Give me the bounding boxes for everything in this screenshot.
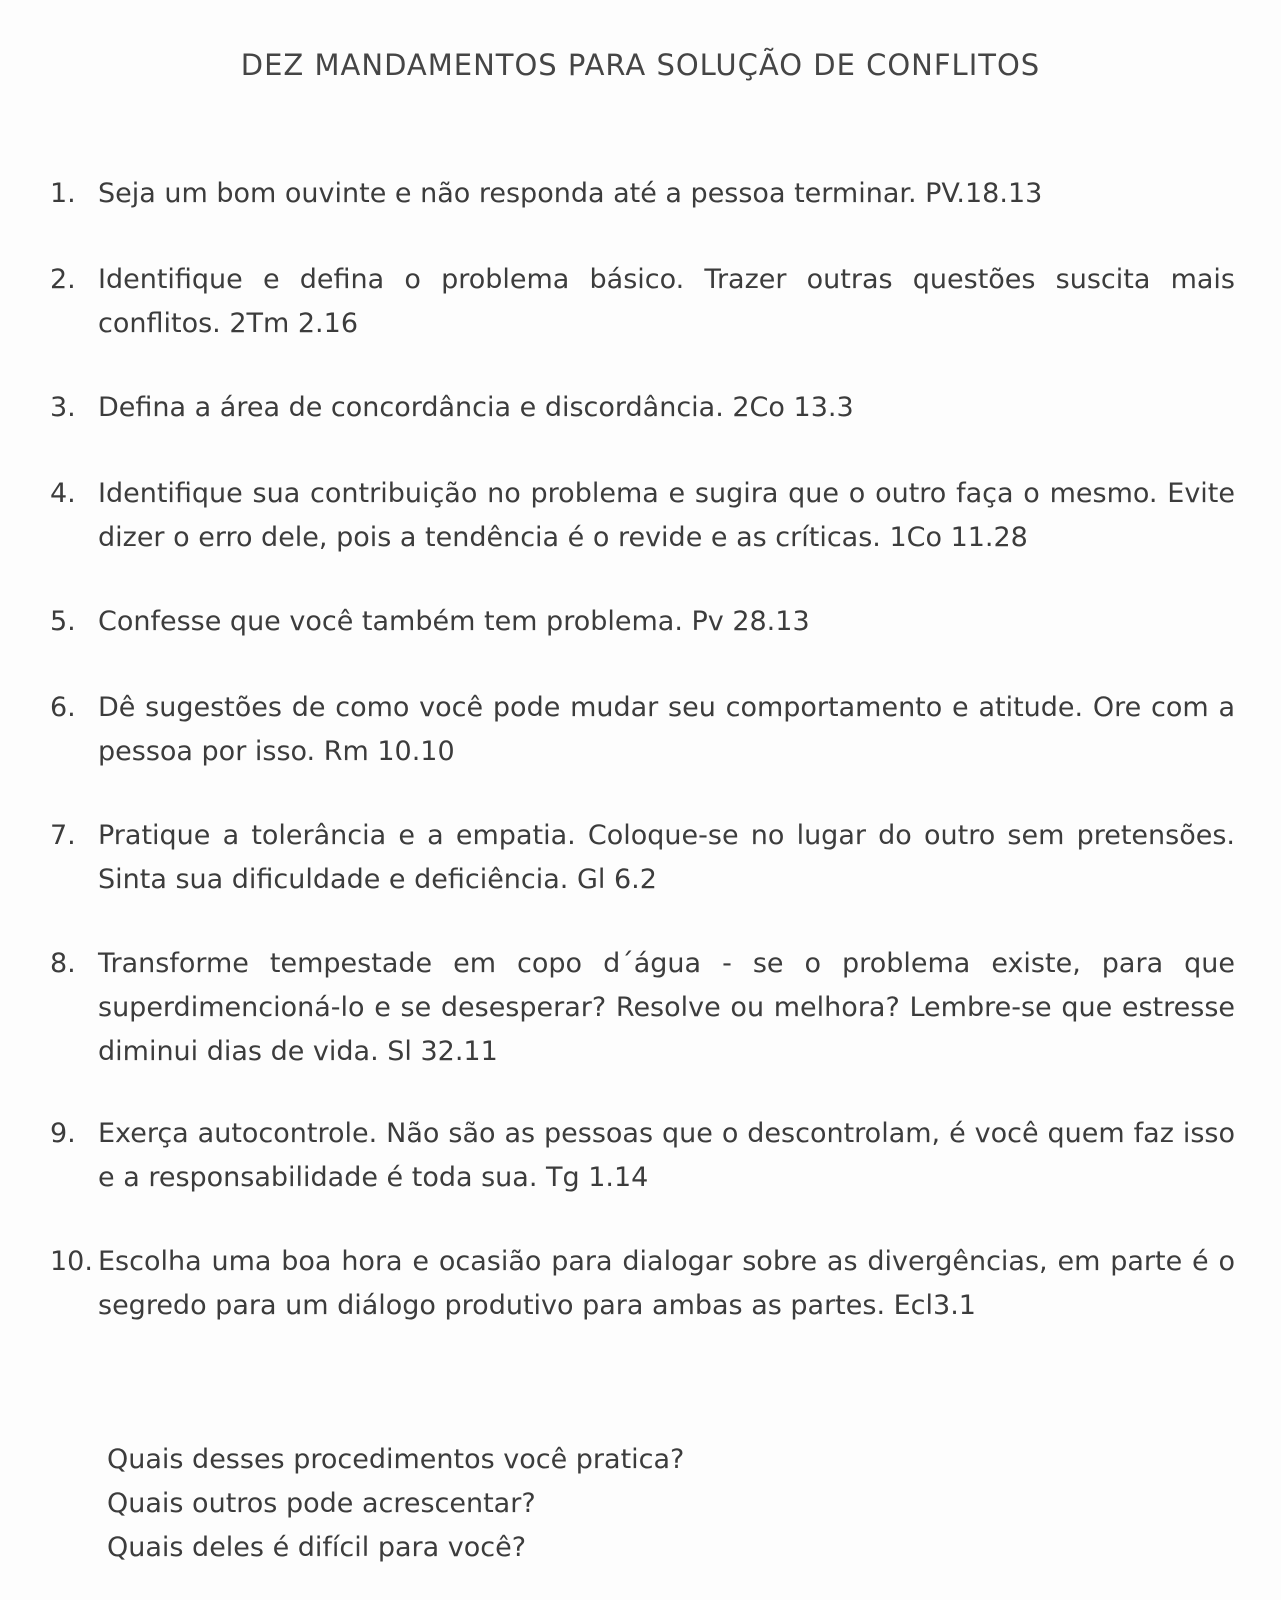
item-number: 8. xyxy=(50,948,76,979)
document-title: DEZ MANDAMENTOS PARA SOLUÇÃO DE CONFLITOS xyxy=(240,48,1041,82)
item-text: Pratique a tolerância e a empatia. Coloque-se no lugar do outro sem pretensões. Sinta sua dificuldade e deficiência. Gl 6.2 xyxy=(98,820,1235,895)
list-item-5 xyxy=(50,600,1235,644)
list-item-6 xyxy=(50,686,1235,774)
question-3: Quais deles é difícil para você? xyxy=(107,1532,527,1563)
list-item-2 xyxy=(50,258,1235,346)
item-text: Dê sugestões de como você pode mudar seu comportamento e atitude. Ore com a pessoa por isso. Rm 10.10 xyxy=(98,692,1235,767)
questions-block xyxy=(107,1438,684,1570)
item-number: 6. xyxy=(50,692,76,723)
item-number: 10. xyxy=(50,1246,93,1277)
item-text: Seja um bom ouvinte e não responda até a pessoa terminar. PV.18.13 xyxy=(98,178,1043,209)
item-text: Identifique e defina o problema básico. Trazer outras questões suscita mais conflitos. 2Tm 2.16 xyxy=(98,264,1235,339)
question-1: Quais desses procedimentos você pratica? xyxy=(107,1444,685,1475)
item-text: Confesse que você também tem problema. Pv 28.13 xyxy=(98,606,810,637)
item-number: 5. xyxy=(50,606,76,637)
item-number: 3. xyxy=(50,392,76,423)
item-number: 4. xyxy=(50,478,76,509)
list-item-7 xyxy=(50,814,1235,902)
list-item-9 xyxy=(50,1112,1235,1200)
item-text: Transforme tempestade em copo d´água - se o problema existe, para que superdimencioná-lo e se desesperar? Resolve ou melhora? Lembre-se que estresse diminui dias de vida. Sl 32.11 xyxy=(98,948,1235,1067)
item-number: 7. xyxy=(50,820,76,851)
list-item-3 xyxy=(50,386,1235,430)
list-item-8 xyxy=(50,942,1235,1074)
item-text: Defina a área de concordância e discordância. 2Co 13.3 xyxy=(98,392,854,423)
item-number: 1. xyxy=(50,178,76,209)
item-text: Identifique sua contribuição no problema e sugira que o outro faça o mesmo. Evite dizer o erro dele, pois a tendência é o revide e as críticas. 1Co 11.28 xyxy=(98,478,1235,553)
item-number: 9. xyxy=(50,1118,76,1149)
item-text: Exerça autocontrole. Não são as pessoas que o descontrolam, é você quem faz isso e a responsabilidade é toda sua. Tg 1.14 xyxy=(98,1118,1235,1193)
item-number: 2. xyxy=(50,264,76,295)
list-item-10 xyxy=(50,1240,1235,1328)
list-item-1 xyxy=(50,172,1235,216)
question-2: Quais outros pode acrescentar? xyxy=(107,1488,536,1519)
list-item-4 xyxy=(50,472,1235,560)
item-text: Escolha uma boa hora e ocasião para dialogar sobre as divergências, em parte é o segredo para um diálogo produtivo para ambas as partes. Ecl3.1 xyxy=(98,1246,1235,1321)
